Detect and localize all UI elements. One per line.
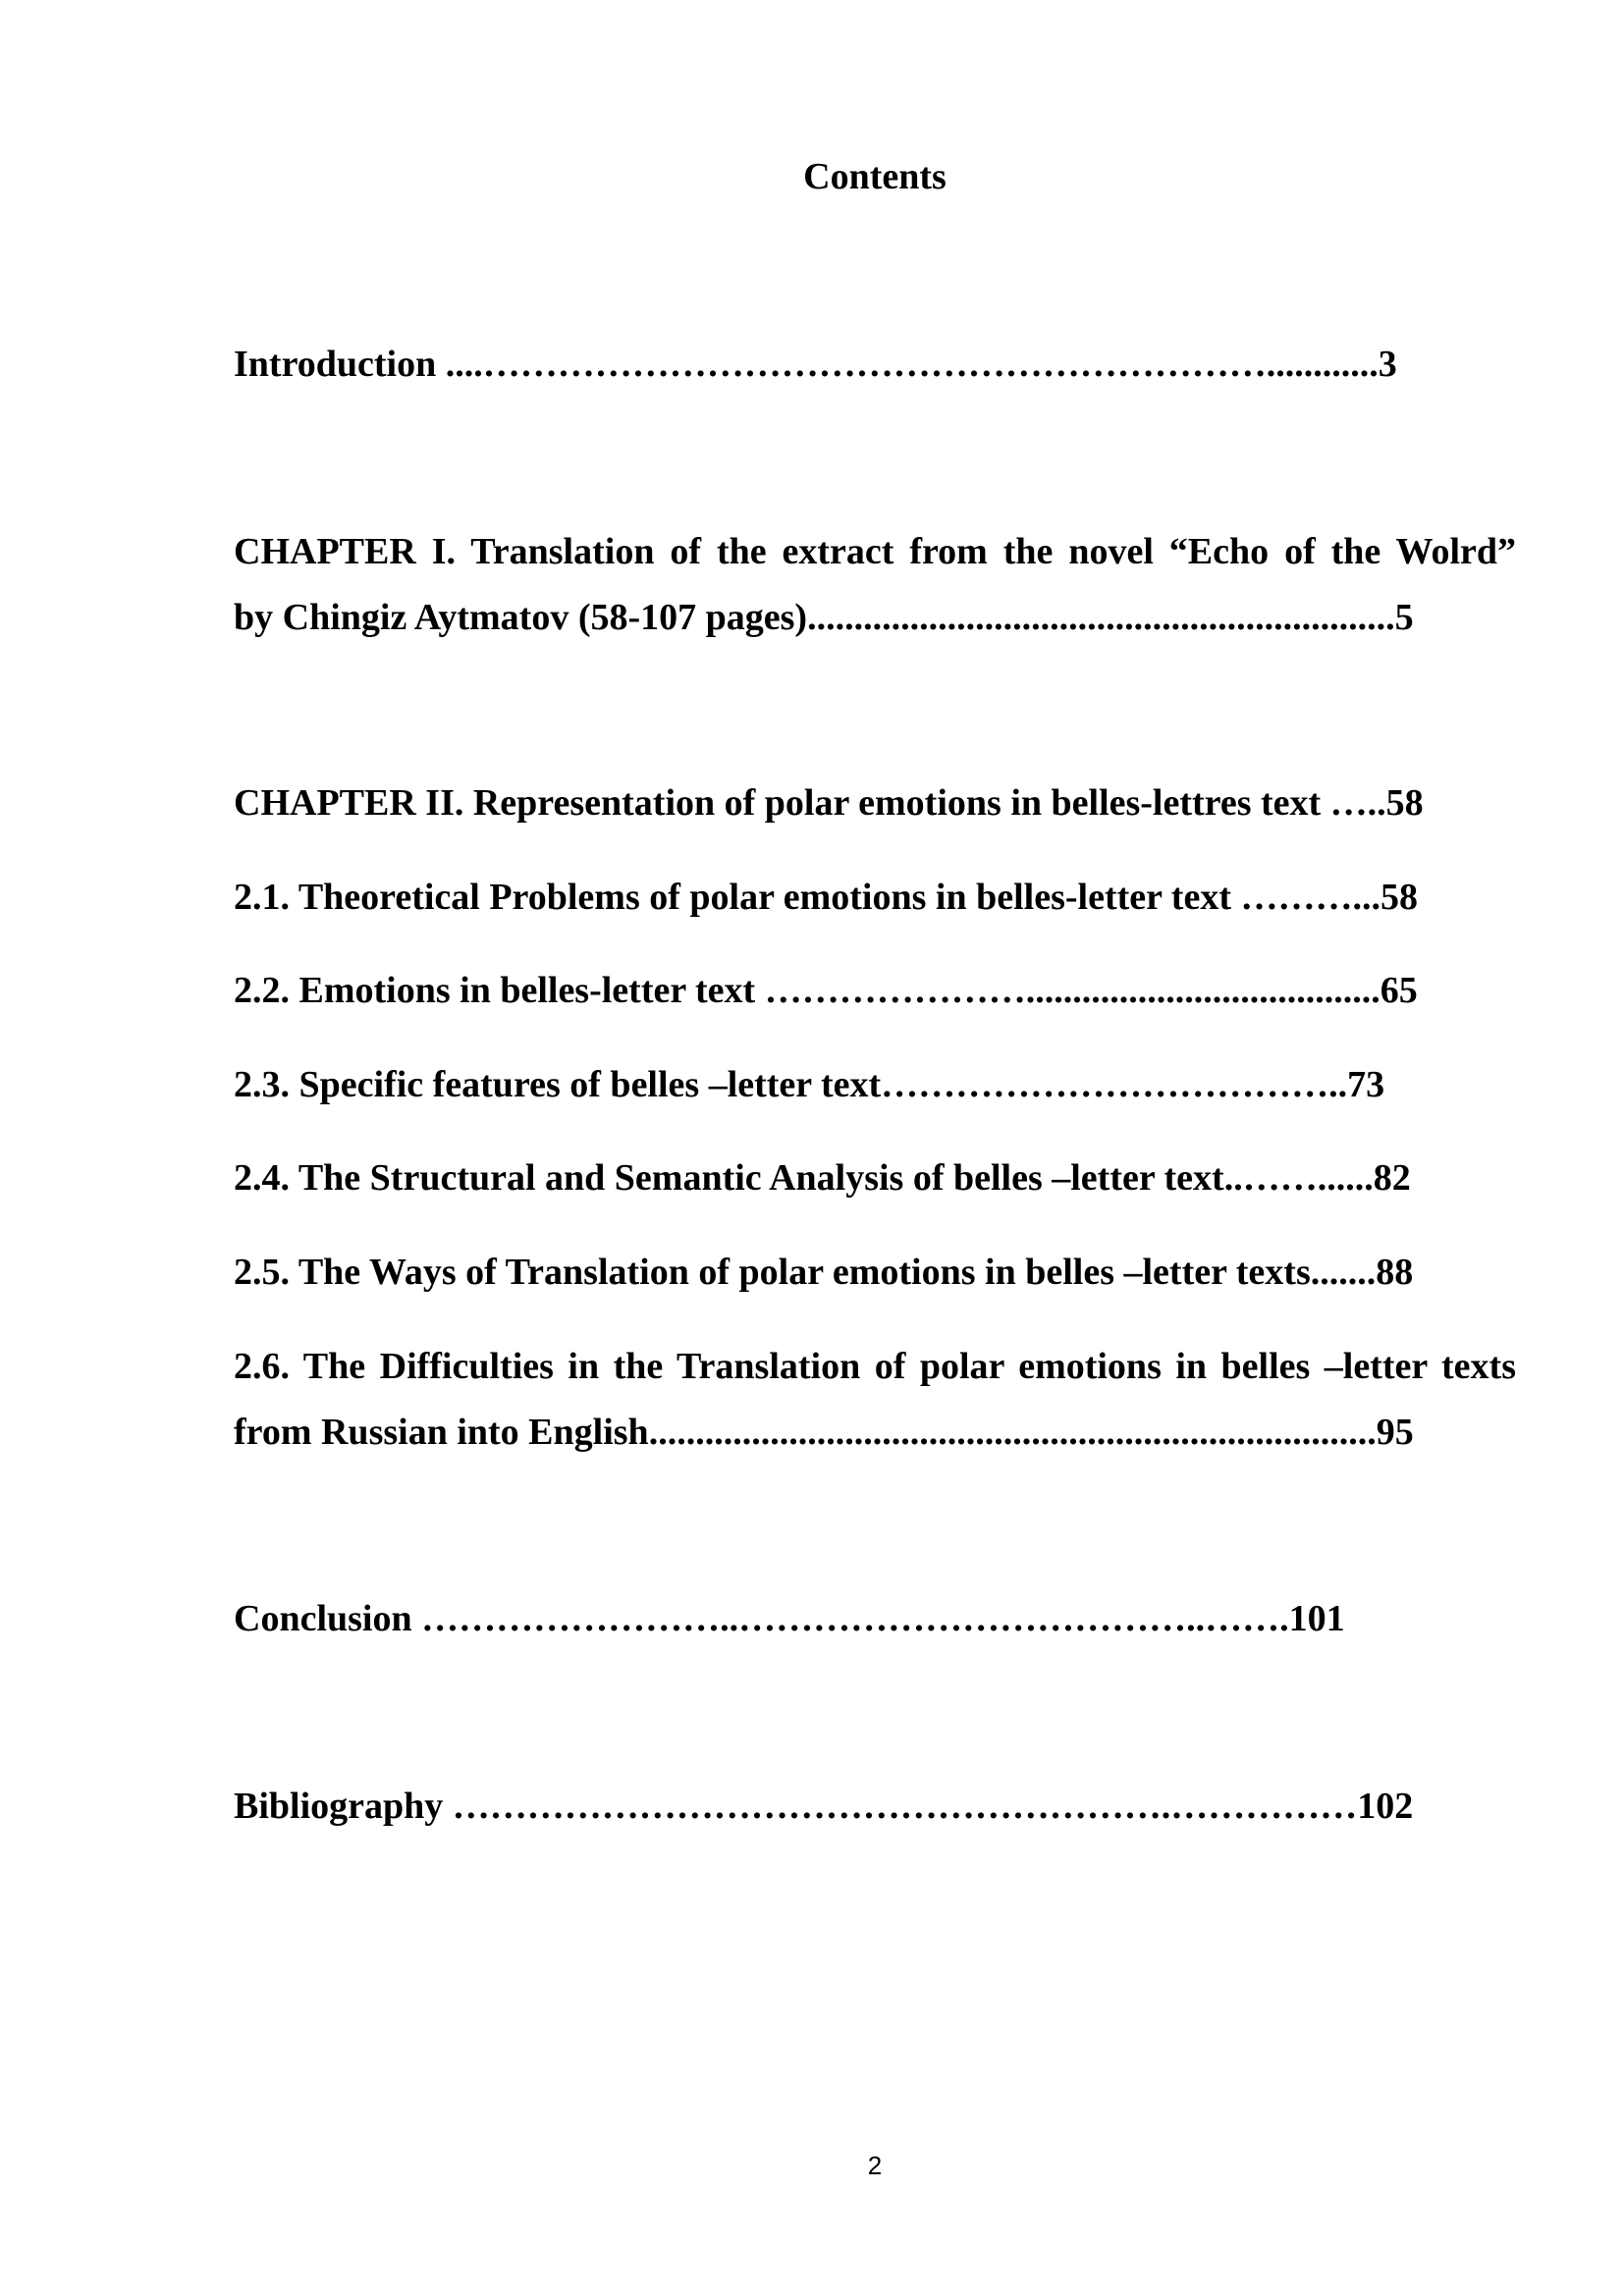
toc-entry-section-2-6-line-1: 2.6. The Difficulties in the Translation of polar emotions in belles –letter texts [234,1346,1516,1387]
page-title: Contents [803,156,947,197]
toc-entry-section-2-6-line-2: from Russian into English..............................................................................95 [234,1412,1414,1453]
toc-entry-section-2-3: 2.3. Specific features of belles –letter text………………………………..73 [234,1064,1385,1105]
toc-entry-section-2-2: 2.2. Emotions in belles-letter text …………………......................................65 [234,970,1418,1011]
toc-entry-section-2-5: 2.5. The Ways of Translation of polar emotions in belles –letter texts.......88 [234,1252,1414,1293]
toc-entry-chapter-2: CHAPTER II. Representation of polar emotions in belles-lettres text …..58 [234,782,1424,824]
toc-entry-chapter-1-line-1: CHAPTER I. Translation of the extract from the novel “Echo of the Wolrd” [234,531,1516,572]
toc-entry-chapter-1-line-2: by Chingiz Aytmatov (58-107 pages)...............................................................5 [234,597,1414,638]
toc-entry-conclusion: Conclusion ……………………..………………………………..…….101 [234,1598,1345,1639]
page-number: 2 [867,2151,883,2180]
toc-entry-bibliography: Bibliography ………………………………………………….……………102 [234,1786,1414,1827]
toc-entry-section-2-4: 2.4. The Structural and Semantic Analysis of belles –letter text..……......82 [234,1157,1411,1199]
toc-entry-introduction: Introduction ....………………………………………………………............3 [234,344,1397,385]
toc-entry-section-2-1: 2.1. Theoretical Problems of polar emotions in belles-letter text ………...58 [234,877,1418,918]
